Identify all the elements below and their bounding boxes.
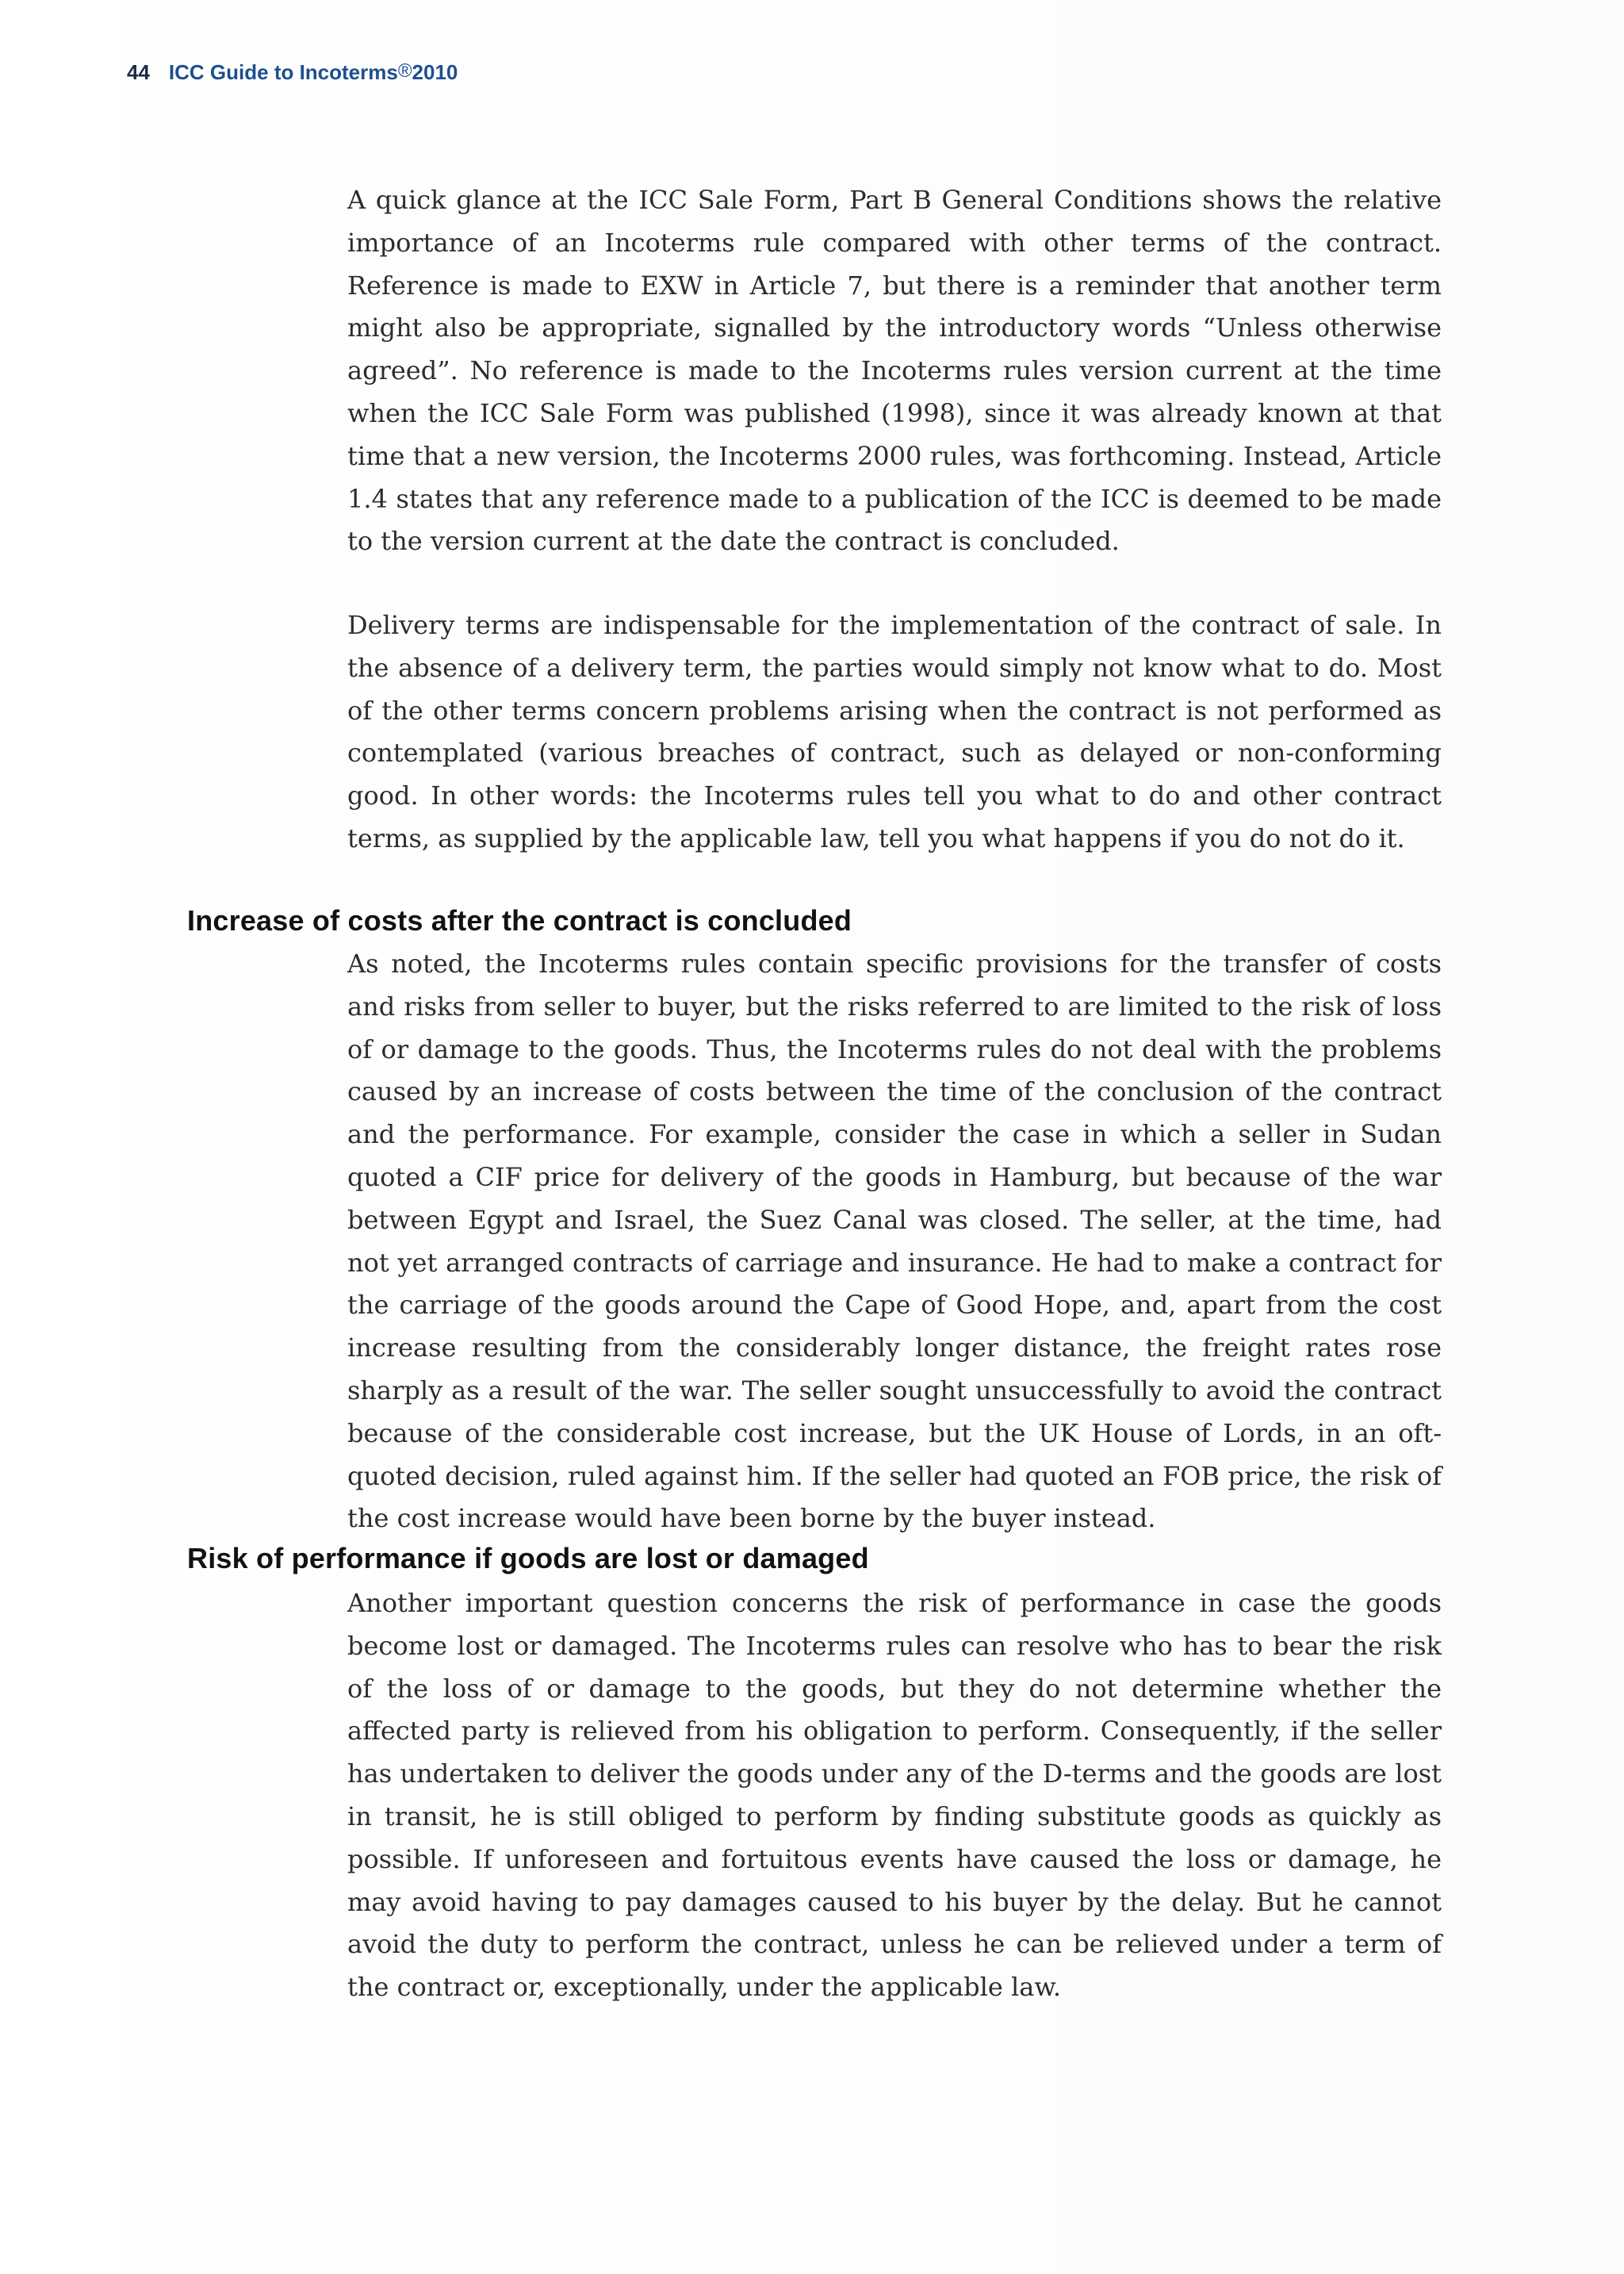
page-number: 44 [127,60,150,84]
section-heading-increase-of-costs: Increase of costs after the contract is concluded [187,904,852,937]
paragraph-risk-of-performance: Another important question concerns the risk of performance in case the goods become lost or damaged. The Incoterms rules can resolve who has to bear the risk of the loss of or damage to the goods, but they do not determine whether the affected party is relieved from his obligation to perform. Consequently, if the seller has undertaken to deliver the goods under any of the D-terms and the goods are lost in transit, he is still obliged to perform by finding substitute goods as quickly as possible. If unforeseen and fortuitous events have caused the loss or damage, he may avoid having to pay damages caused to his buyer by the delay. But he cannot avoid the duty to perform the contract, unless he can be relieved under a term of the contract or, exceptionally, under the applicable law. [347,1588,1442,2003]
book-title: ICC Guide to Incoterms [168,60,398,84]
paragraph-increase-of-costs: As noted, the Incoterms rules contain specific provisions for the transfer of costs and risks from seller to buyer, but the risks referred to are limited to the risk of loss of or damage to the goods. Thus, the Incoterms rules do not deal with the problems caused by an increase of costs between the time of the conclusion of the contract and the performance. For example, consider the case in which a seller in Sudan quoted a CIF price for delivery of the goods in Hamburg, but because of the war between Egypt and Israel, the Suez Canal was closed. The seller, at the time, had not yet arranged contracts of carriage and insurance. He had to make a contract for the carriage of the goods around the Cape of Good Hope, and, apart from the cost increase resulting from the considerably longer distance, the freight rates rose sharply as a result of the war. The seller sought unsuccessfully to avoid the contract because of the considerable cost increase, but the UK House of Lords, in an oft-quoted decision, ruled against him. If the seller had quoted an FOB price, the risk of the cost increase would have been borne by the buyer instead. [347,949,1442,1534]
book-year: 2010 [412,60,458,84]
paragraph-icc-sale-form: A quick glance at the ICC Sale Form, Part B General Conditions shows the relative importance of an Incoterms rule compared with other terms of the contract. Reference is made to EXW in Article 7, but there is a reminder that another term might also be appropriate, signalled by the introductory words “Unless otherwise agreed”. No reference is made to the Incoterms rules version current at the time when the ICC Sale Form was published (1998), since it was already known at that time that a new version, the Incoterms 2000 rules, was forthcoming. Instead, Article 1.4 states that any reference made to a publication of the ICC is deemed to be made to the version current at the date the contract is concluded. [347,185,1442,557]
paragraph-delivery-terms: Delivery terms are indispensable for the implementation of the contract of sale. In the absence of a delivery term, the parties would simply not know what to do. Most of the other terms concern problems arising when the contract is not performed as contemplated (various breaches of contract, such as delayed or non-conforming good. In other words: the Incoterms rules tell you what to do and other contract terms, as supplied by the applicable law, tell you what happens if you do not do it. [347,610,1442,853]
registered-mark: ® [397,60,412,82]
section-heading-risk-of-performance: Risk of performance if goods are lost or damaged [187,1542,869,1574]
running-header [127,60,458,85]
